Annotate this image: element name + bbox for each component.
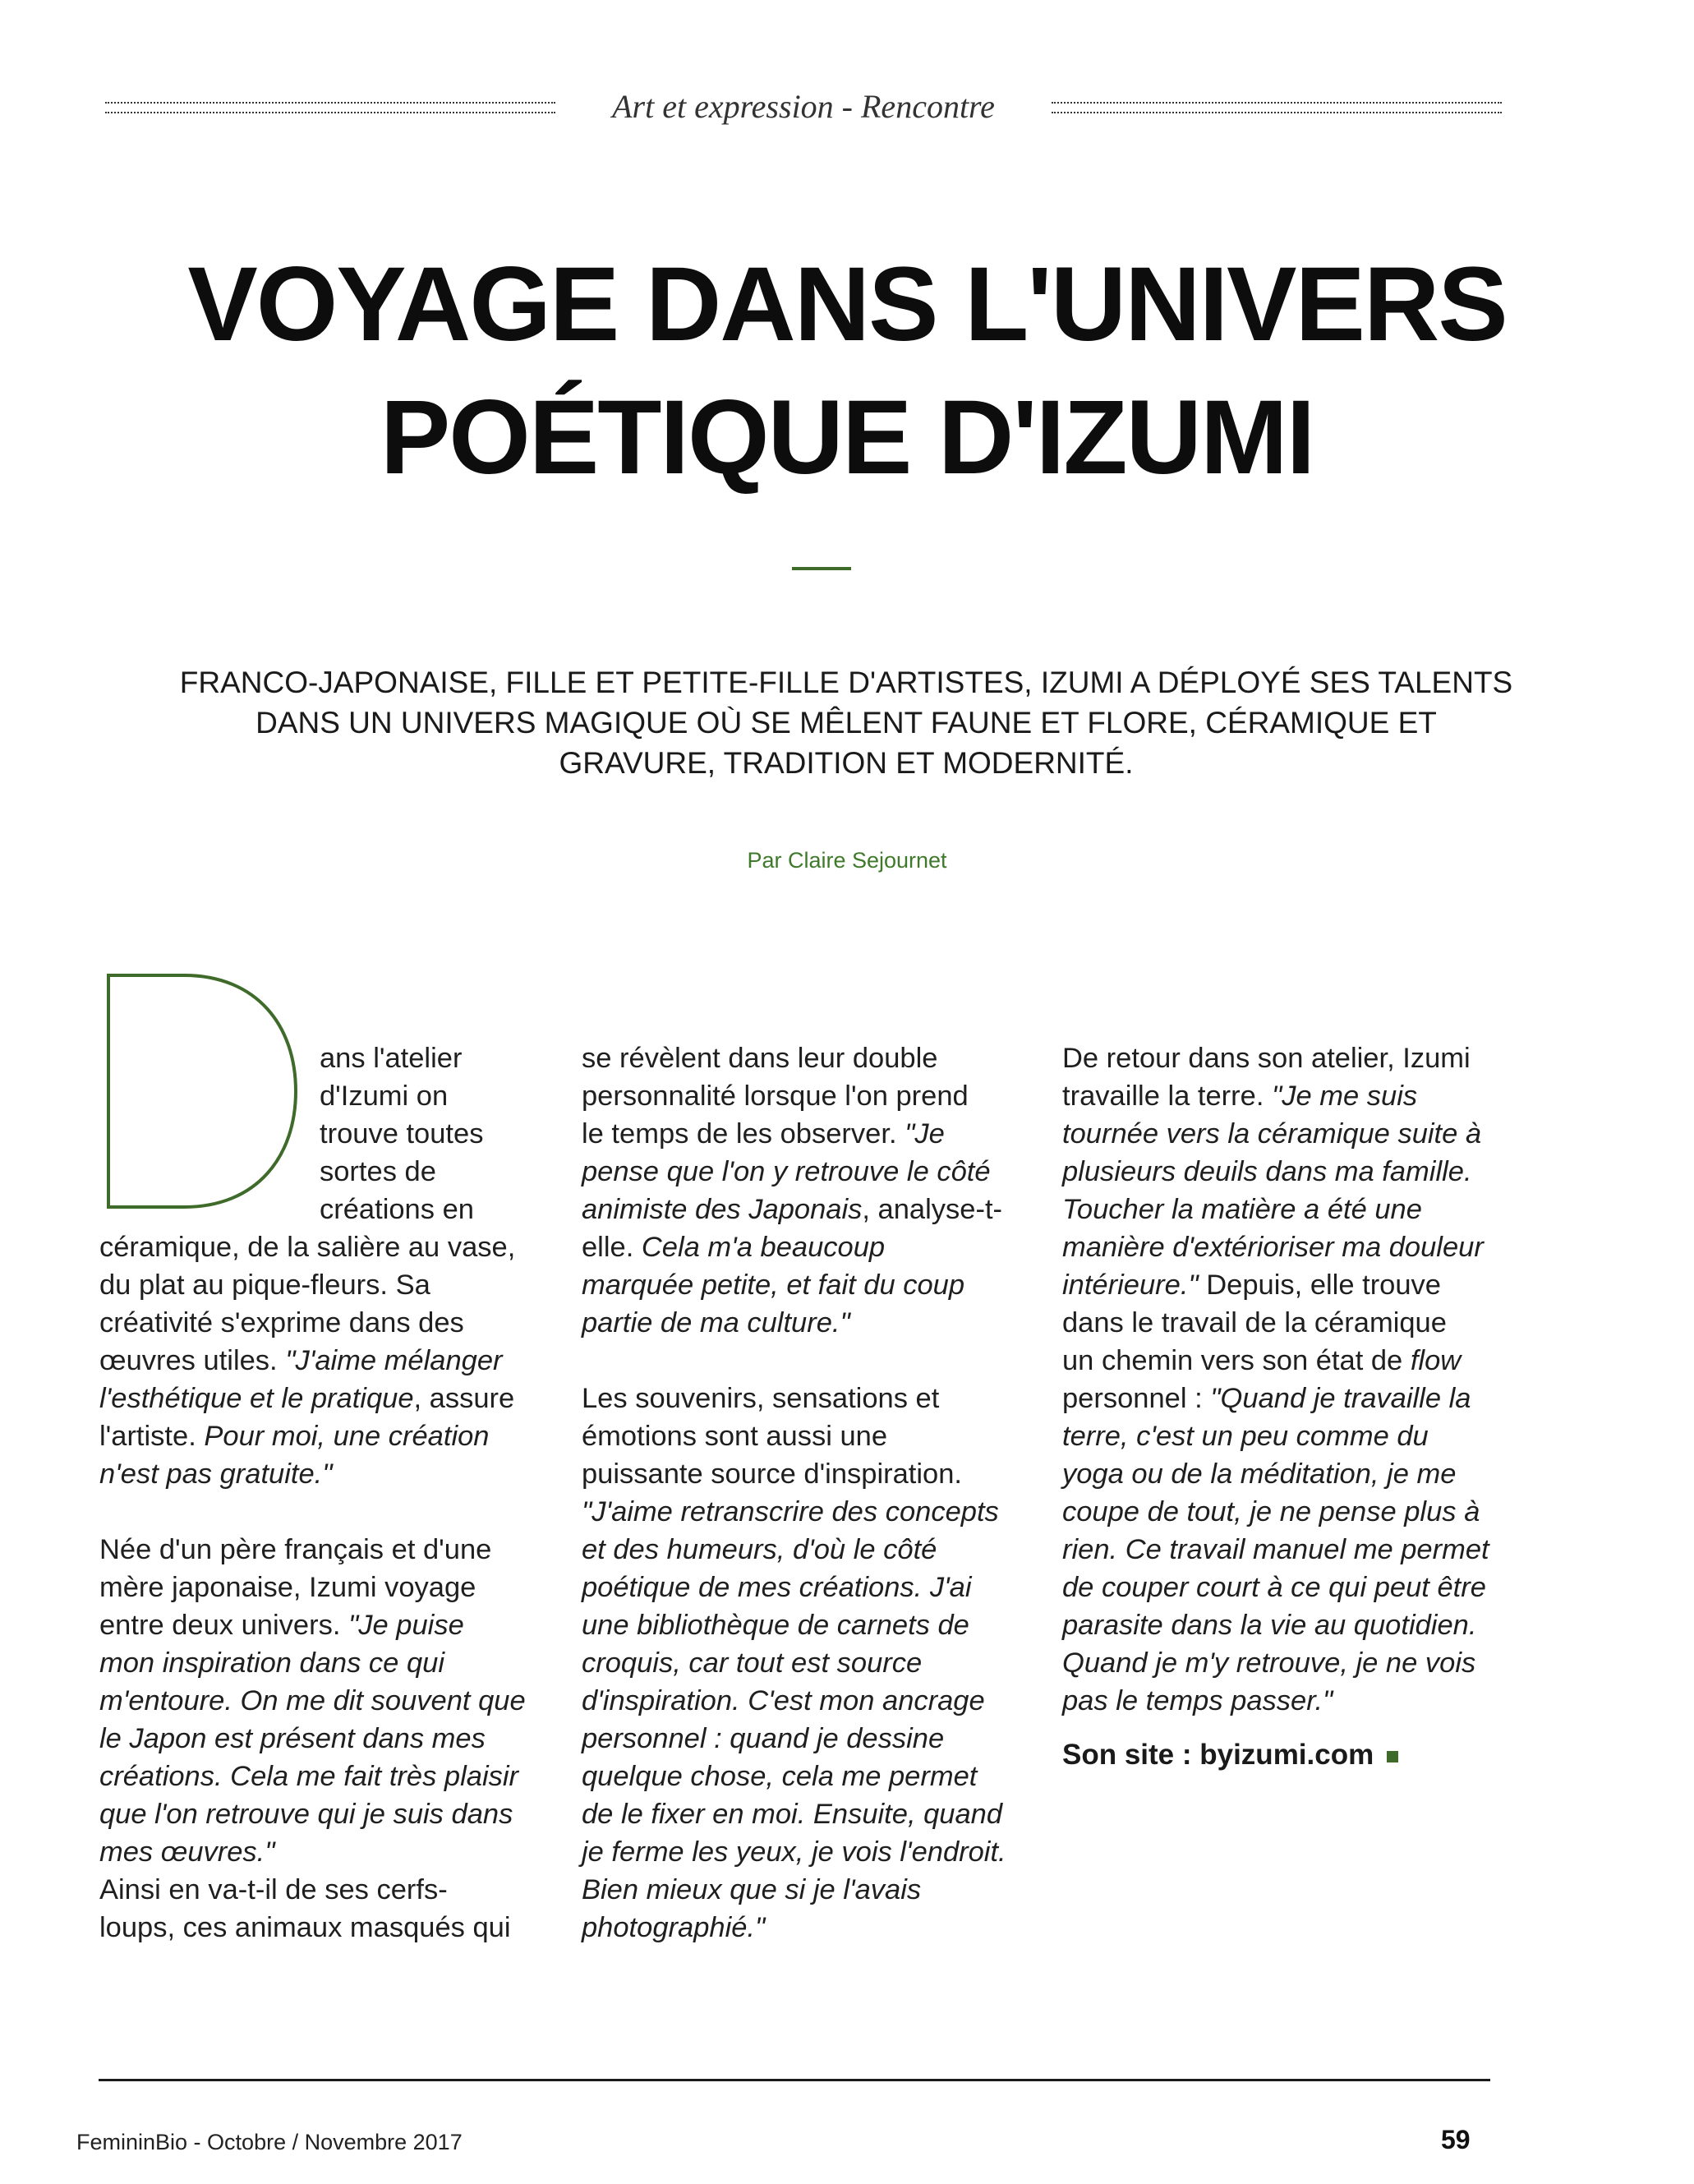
- col1-line: Née d'un père français et d'une: [99, 1534, 492, 1565]
- col1-line: d'Izumi on: [320, 1080, 449, 1112]
- col3-line: [1062, 1228, 1489, 1266]
- col2-quote: une bibliothèque de carnets de: [582, 1610, 969, 1641]
- col2-line: se révèlent dans leur double: [582, 1043, 938, 1074]
- col2-line: [582, 1531, 1006, 1569]
- col2-quote: marquée petite, et fait du coup: [582, 1269, 965, 1301]
- col3-quote: intérieure.": [1062, 1269, 1199, 1301]
- article-lede: [123, 662, 1569, 783]
- title-divider: [792, 567, 851, 570]
- col3-quote: yoga ou de la méditation, je me: [1062, 1458, 1457, 1490]
- col2-quote: animiste des Japonais: [582, 1194, 863, 1225]
- end-of-article-square-icon: [1387, 1751, 1398, 1762]
- col2-quote: de le fixer en moi. Ensuite, quand: [582, 1799, 1003, 1830]
- col1-quote: créations. Cela me fait très plaisir: [99, 1761, 519, 1792]
- footer-publication: FemininBio - Octobre / Novembre 2017: [76, 2130, 463, 2154]
- col1-line: mère japonaise, Izumi voyage: [99, 1572, 476, 1603]
- col1-line: [99, 1455, 526, 1493]
- col3-quote: tournée vers la céramique suite à: [1062, 1118, 1482, 1150]
- col2-quote: partie de ma culture.": [582, 1307, 850, 1339]
- col1-line: [99, 1342, 526, 1380]
- col3-line: [1062, 1569, 1489, 1606]
- col1-line: [99, 1720, 526, 1758]
- col1-quote: "Je puise: [348, 1610, 464, 1641]
- col2-line: [582, 1909, 1006, 1947]
- col3-line: [1062, 1682, 1489, 1720]
- col2-line: [582, 1191, 1006, 1228]
- col2-line: personnalité lorsque l'on prend: [582, 1080, 969, 1112]
- lede-line-2: DANS UN UNIVERS MAGIQUE OÙ SE MÊLENT FAUNE ET FLORE, CÉRAMIQUE ET: [255, 706, 1437, 740]
- col1-line: [99, 1758, 526, 1795]
- lede-line-3: GRAVURE, TRADITION ET MODERNITÉ.: [559, 746, 1134, 780]
- col3-line: [1062, 1455, 1489, 1493]
- col3-line: [1062, 1606, 1489, 1644]
- drop-cap-letter: D: [201, 1081, 214, 1099]
- col2-line: [582, 1758, 1006, 1795]
- website-line: [1062, 1736, 1489, 1774]
- col1-line: sortes de: [320, 1156, 436, 1187]
- col2-quote: et des humeurs, d'où le côté: [582, 1534, 937, 1565]
- col2-quote: poétique de mes créations. J'ai: [582, 1572, 972, 1603]
- col1-quote: l'esthétique et le pratique: [99, 1383, 414, 1414]
- col3-text: personnel :: [1062, 1383, 1211, 1414]
- col2-line: [582, 1606, 1006, 1644]
- col2-line: [582, 1833, 1006, 1871]
- col1-line: créativité s'exprime dans des: [99, 1307, 464, 1339]
- section-rubric: Art et expression - Rencontre: [612, 88, 995, 125]
- col2-line: [582, 1493, 1006, 1531]
- section-header: [105, 87, 1502, 127]
- col1-text: œuvres utiles.: [99, 1345, 286, 1376]
- col3-quote: de couper court à ce qui peut être: [1062, 1572, 1486, 1603]
- col3-line: [1062, 1644, 1489, 1682]
- col3-line: [1062, 1493, 1489, 1531]
- col3-quote: Quand je m'y retrouve, je ne vois: [1062, 1647, 1476, 1679]
- col2-quote: quelque chose, cela me permet: [582, 1761, 978, 1792]
- col3-quote: "Quand je travaille la: [1210, 1383, 1471, 1414]
- col3-line: [1062, 1531, 1489, 1569]
- lede-line-1: FRANCO-JAPONAISE, FILLE ET PETITE-FILLE D'ARTISTES, IZUMI A DÉPLOYÉ SES TALENTS: [179, 666, 1513, 699]
- col1-line: du plat au pique-fleurs. Sa: [99, 1269, 430, 1301]
- col1-quote: n'est pas gratuite.": [99, 1458, 333, 1490]
- article-column-1: [99, 1039, 526, 1947]
- col1-line: Ainsi en va-t-il de ses cerfs-: [99, 1874, 448, 1905]
- title-line-1: VOYAGE DANS L'UNIVERS: [187, 246, 1507, 363]
- col1-text: , assure: [413, 1383, 515, 1414]
- col2-quote: photographié.": [582, 1912, 766, 1943]
- col2-quote: "J'aime retranscrire des concepts: [582, 1496, 999, 1527]
- col2-line: émotions sont aussi une: [582, 1421, 888, 1452]
- col2-text: , analyse-t-: [862, 1194, 1003, 1225]
- author-byline: Par Claire Sejournet: [747, 848, 947, 873]
- col1-line: [99, 1380, 526, 1417]
- col2-quote: personnel : quand je dessine: [582, 1723, 945, 1754]
- col1-quote: Pour moi, une création: [204, 1421, 490, 1452]
- col1-text: l'artiste.: [99, 1421, 205, 1452]
- col3-line: [1062, 1266, 1489, 1304]
- col1-line: trouve toutes: [320, 1118, 484, 1150]
- col3-line: [1062, 1077, 1489, 1115]
- col3-text: travaille la terre.: [1062, 1080, 1273, 1112]
- col2-quote: Bien mieux que si je l'avais: [582, 1874, 922, 1905]
- title-line-2: POÉTIQUE D'IZUMI: [380, 379, 1314, 496]
- col2-line: [582, 1682, 1006, 1720]
- col2-line: [582, 1115, 1006, 1153]
- col1-quote: "J'aime mélanger: [285, 1345, 503, 1376]
- col1-quote: m'entoure. On me dit souvent que: [99, 1685, 526, 1716]
- col3-quote: parasite dans la vie au quotidien.: [1062, 1610, 1477, 1641]
- paragraph-gap: [582, 1342, 1006, 1380]
- col3-quote: "Je me suis: [1272, 1080, 1418, 1112]
- article-column-3: [1062, 1039, 1489, 1774]
- col3-line: De retour dans son atelier, Izumi: [1062, 1043, 1471, 1074]
- website-text: Son site : byizumi.com: [1062, 1739, 1374, 1771]
- col1-quote: le Japon est présent dans mes: [99, 1723, 486, 1754]
- col3-line: [1062, 1115, 1489, 1153]
- col2-line: [582, 1795, 1006, 1833]
- col3-italic-word: flow: [1410, 1345, 1462, 1376]
- col2-text: elle.: [582, 1232, 642, 1263]
- col1-quote: que l'on retrouve qui je suis dans: [99, 1799, 513, 1830]
- page-number: 59: [1441, 2125, 1471, 2154]
- col1-line: créations en: [320, 1194, 474, 1225]
- col2-quote: d'inspiration. C'est mon ancrage: [582, 1685, 985, 1716]
- col1-line: [99, 1606, 526, 1644]
- col2-line: [582, 1871, 1006, 1909]
- col1-line: [99, 1795, 526, 1833]
- col1-line: ans l'atelier: [320, 1043, 463, 1074]
- col2-line: [582, 1228, 1006, 1266]
- col1-line: [99, 1833, 526, 1871]
- col3-quote: terre, c'est un peu comme du: [1062, 1421, 1429, 1452]
- col3-quote: pas le temps passer.": [1062, 1685, 1333, 1716]
- col2-line: puissante source d'inspiration.: [582, 1458, 963, 1490]
- header-dotted-rule-left: [105, 102, 555, 113]
- col3-line: [1062, 1342, 1489, 1380]
- paragraph-gap: [99, 1493, 526, 1531]
- col1-line: céramique, de la salière au vase,: [99, 1232, 516, 1263]
- col3-text: un chemin vers son état de: [1062, 1345, 1411, 1376]
- col2-line: [582, 1569, 1006, 1606]
- col3-line: dans le travail de la céramique: [1062, 1307, 1447, 1339]
- header-dotted-rule-right: [1052, 102, 1502, 113]
- col2-quote: Cela m'a beaucoup: [641, 1232, 886, 1263]
- col2-quote: pense que l'on y retrouve le côté: [582, 1156, 991, 1187]
- col3-quote: coupe de tout, je ne pense plus à: [1062, 1496, 1480, 1527]
- col2-quote: "Je: [905, 1118, 945, 1150]
- col3-quote: Toucher la matière a été une: [1062, 1194, 1422, 1225]
- col2-quote: croquis, car tout est source: [582, 1647, 923, 1679]
- col2-text: le temps de les observer.: [582, 1118, 905, 1150]
- col3-line: [1062, 1153, 1489, 1191]
- col1-line: [99, 1417, 526, 1455]
- col3-quote: rien. Ce travail manuel me permet: [1062, 1534, 1489, 1565]
- col3-line: [1062, 1417, 1489, 1455]
- article-column-2: [582, 1039, 1006, 1947]
- col1-quote: mon inspiration dans ce qui: [99, 1647, 444, 1679]
- article-title: [0, 238, 1694, 505]
- footer-rule: [99, 2079, 1490, 2081]
- col3-quote: manière d'extérioriser ma douleur: [1062, 1232, 1484, 1263]
- col1-quote: mes œuvres.": [99, 1836, 275, 1868]
- col2-line: [582, 1644, 1006, 1682]
- col2-line: [582, 1266, 1006, 1304]
- col3-quote: plusieurs deuils dans ma famille.: [1062, 1156, 1472, 1187]
- col2-line: [582, 1720, 1006, 1758]
- col1-line: [99, 1682, 526, 1720]
- col3-text: Depuis, elle trouve: [1198, 1269, 1441, 1301]
- col1-line: loups, ces animaux masqués qui: [99, 1912, 511, 1943]
- col3-line: [1062, 1191, 1489, 1228]
- col1-line: [99, 1644, 526, 1682]
- col3-line: [1062, 1380, 1489, 1417]
- col2-line: Les souvenirs, sensations et: [582, 1383, 940, 1414]
- col1-text: entre deux univers.: [99, 1610, 349, 1641]
- col2-quote: je ferme les yeux, je vois l'endroit.: [582, 1836, 1006, 1868]
- col2-line: [582, 1304, 1006, 1342]
- col2-line: [582, 1153, 1006, 1191]
